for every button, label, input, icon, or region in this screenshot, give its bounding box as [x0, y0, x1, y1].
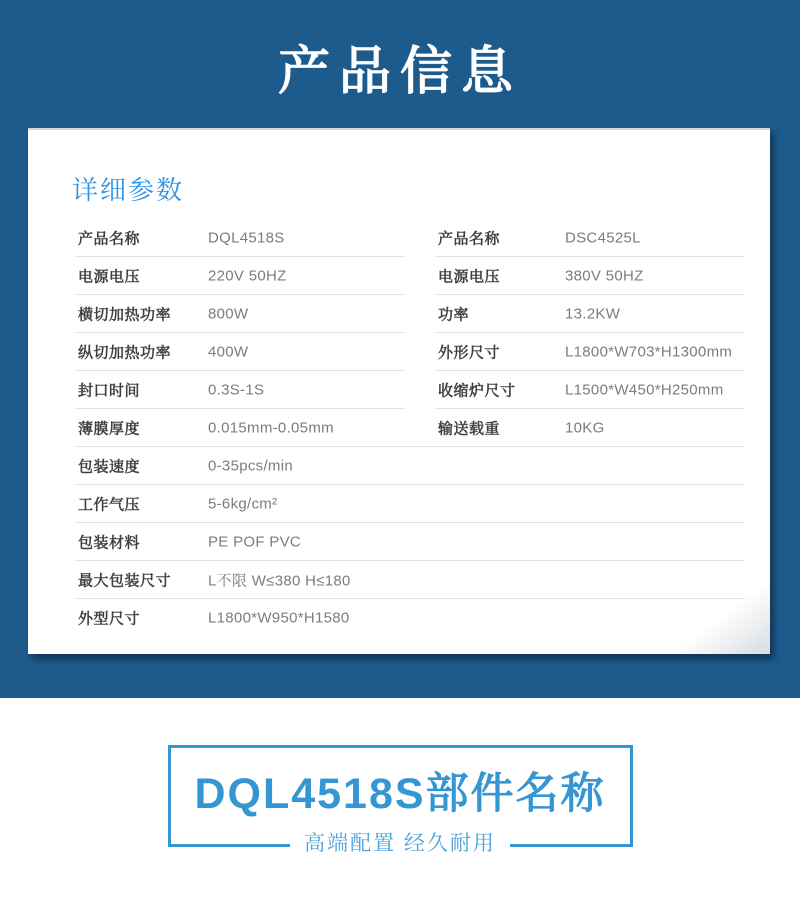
spec-row	[75, 257, 405, 295]
section-title: 详细参数	[72, 175, 185, 205]
spec-label: 最大包装尺寸	[78, 572, 172, 589]
spec-label: 功率	[438, 306, 470, 323]
spec-value: DQL4518S	[208, 229, 285, 246]
spec-value: 13.2KW	[565, 305, 621, 322]
spec-value: DSC4525L	[565, 229, 641, 246]
spec-row	[75, 333, 405, 371]
spec-value: 220V 50HZ	[208, 267, 287, 284]
spec-label: 收缩炉尺寸	[438, 382, 516, 399]
spec-row	[75, 371, 405, 409]
spec-value: 0.015mm-0.05mm	[208, 419, 334, 436]
spec-row	[435, 409, 745, 447]
spec-label: 包装材料	[78, 534, 141, 551]
spec-label: 外型尺寸	[78, 610, 141, 627]
page-title: 产品信息	[277, 43, 522, 101]
spec-value: 0.3S-1S	[208, 381, 265, 398]
spec-value: 0-35pcs/min	[208, 457, 294, 474]
spec-value: L1500*W450*H250mm	[565, 381, 724, 398]
spec-row	[75, 295, 405, 333]
spec-label: 电源电压	[78, 268, 141, 285]
spec-value: L1800*W703*H1300mm	[565, 343, 733, 360]
spec-label: 封口时间	[78, 382, 141, 399]
spec-value: PE POF PVC	[208, 533, 302, 550]
spec-value: 800W	[208, 305, 249, 322]
spec-row	[435, 257, 745, 295]
spec-row	[435, 333, 745, 371]
spec-value: 5-6kg/cm²	[208, 495, 278, 512]
spec-label: 横切加热功率	[78, 306, 172, 323]
parts-title: DQL4518S部件名称	[194, 769, 606, 818]
spec-row	[75, 447, 745, 485]
spec-value: 10KG	[565, 419, 605, 436]
spec-label: 输送载重	[438, 420, 501, 437]
tagline: 高端配置 经久耐用	[290, 829, 510, 859]
spec-value: L不限 W≤380 H≤180	[208, 572, 351, 589]
specs-card	[28, 128, 770, 654]
spec-row	[435, 295, 745, 333]
spec-row	[75, 523, 745, 561]
spec-label: 外形尺寸	[438, 344, 501, 361]
spec-label: 产品名称	[438, 230, 501, 247]
footer-section	[0, 698, 800, 900]
spec-label: 工作气压	[78, 496, 141, 513]
spec-label: 电源电压	[438, 268, 501, 285]
spec-row	[435, 371, 745, 409]
spec-row	[75, 561, 745, 599]
spec-label: 纵切加热功率	[78, 344, 172, 361]
specs-table-right	[435, 219, 745, 447]
specs-tables	[75, 219, 745, 636]
parts-title-box	[168, 745, 633, 855]
spec-row	[75, 485, 745, 523]
spec-label: 产品名称	[78, 230, 141, 247]
spec-row	[75, 599, 745, 636]
spec-value: 400W	[208, 343, 249, 360]
spec-label: 包装速度	[78, 458, 141, 475]
spec-row	[435, 219, 745, 257]
spec-label: 薄膜厚度	[78, 420, 141, 437]
spec-value: 380V 50HZ	[565, 267, 644, 284]
spec-value: L1800*W950*H1580	[208, 609, 350, 626]
spec-row	[75, 219, 405, 257]
